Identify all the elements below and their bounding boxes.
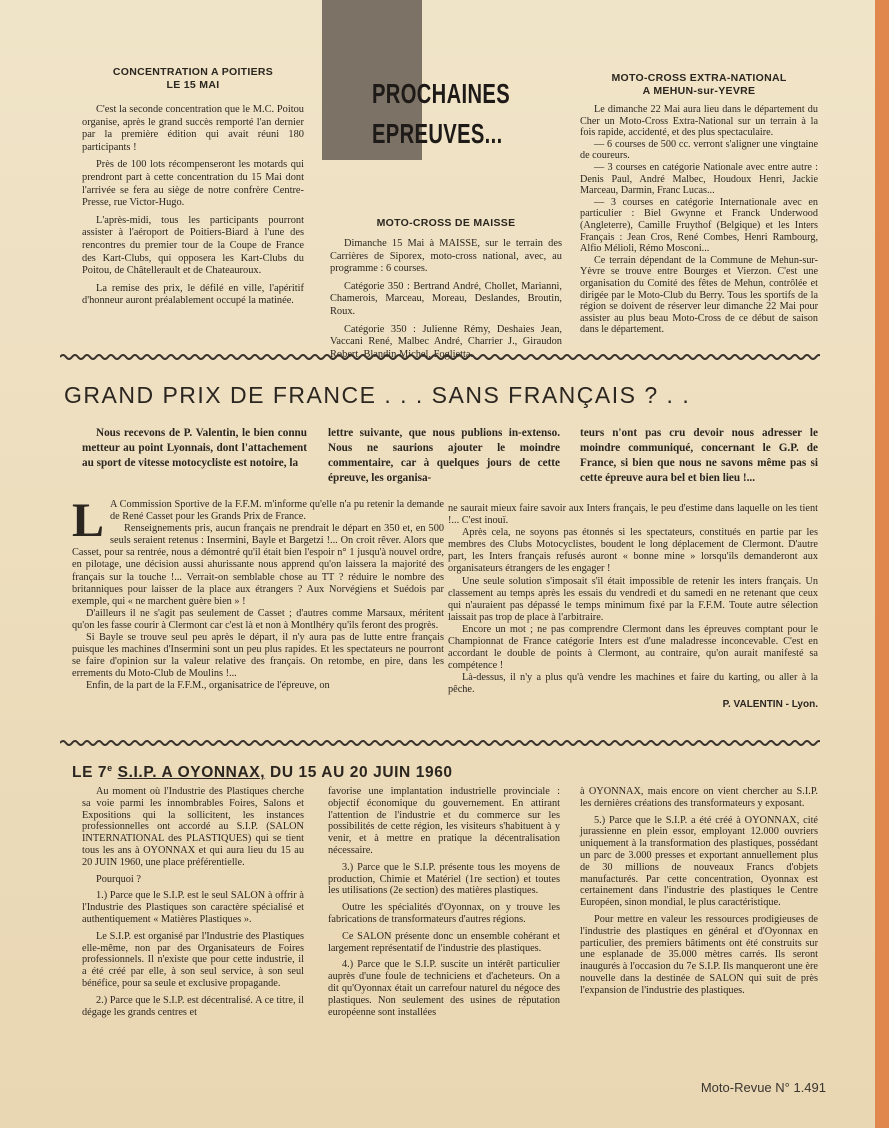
- sip-col1: [82, 786, 304, 1023]
- paragraph: Près de 100 lots récompenseront les motards qui prendront part à cette concentration du 15 Mai dont l'arrivée se fera au siège de notre confrère Centre-Presse, rue Victor-Hugo.: [82, 159, 304, 209]
- gp-intro-col1: Nous recevons de P. Valentin, le bien connu metteur au point Lyonnais, dont l'attachement au sport de vitesse motocycliste est notoire, la: [82, 427, 307, 469]
- paragraph: Ce SALON présente donc un ensemble cohérant et largement représentatif de l'industrie des plastiques.: [328, 930, 560, 954]
- paragraph: Catégorie 350 : Julienne Rémy, Deshaies Jean, Vaccani René, Malbec André, Charrier J., Giraudon Robert, Blandin Michel, Foglietta.: [330, 323, 562, 360]
- page-footer: Moto-Revue N° 1.491: [700, 1080, 826, 1095]
- article-title: MOTO-CROSS DE MAISSE: [376, 217, 516, 229]
- paragraph: D'ailleurs il ne s'agit pas seulement de Casset ; d'autres comme Marsaux, méritent qu'on les fasse courir à Clermont car c'est là et non à Montlhéry qu'ils feront des progrès.: [72, 607, 444, 631]
- paragraph: favorise une implantation industrielle provinciale : objectif économique du gouvernement. En attirant l'attention de l'industrie et du commerce sur les possibilités de cette région, les visiteurs s'habituent à y venir, et à mettre en pratique la décentralisation nécessaire.: [328, 786, 560, 856]
- article-poitiers: [82, 66, 304, 313]
- gp-body-right: [448, 503, 818, 711]
- paragraph: 2.) Parce que le S.I.P. est décentralisé. A ce titre, il dégage les grands centres et: [82, 994, 304, 1018]
- paragraph: 5.) Parce que le S.I.P. a été créé à OYONNAX, cité jurassienne en plein essor, employant 12.000 ouvriers uniquement à la transformation des plastiques, possédant un parc de 3.000 presses et exportant annuellement plus de 30 millions de nouveaux Francs d'objets manufacturés. Par cette concentration, Oyonnax est certainement dans l'industrie des plastiques le Centre Européen, sinon mondial, le plus caractéristique.: [580, 814, 818, 909]
- section-title: [372, 74, 510, 154]
- paragraph: Ce terrain dépendant de la Commune de Mehun-sur-Yèvre se trouve entre Bourges et Vierzon. C'est une organisation du Comité des fêtes de Mehun, contrôlée et dirigée par le Moto-Club du Berry. Tous les sportifs de la région se doivent de réserver leur dimanche 22 Mai pour assister au plus beau Moto-Cross de ce début de saison dans le département.: [580, 254, 818, 336]
- paragraph: 4.) Parce que le S.I.P. suscite un intérêt particulier auprès d'une foule de techniciens et d'acheteurs. On a dit qu'Oyonnax était un carrefour naturel du négoce des plastiques. Non seulement des usines de réputation européenne sont installées: [328, 959, 560, 1018]
- wavy-divider: [60, 352, 820, 362]
- gp-body-left: [72, 494, 444, 693]
- section-title-line2: EPREUVES...: [372, 118, 503, 149]
- paragraph: Là-dessus, il n'y a plus qu'à vendre les machines et faire du karting, ou aller à la pêche.: [448, 672, 818, 696]
- paragraph: Après cela, ne soyons pas étonnés si les spectateurs, constitués en partie par les membres des Clubs Motocyclistes, boudent le long déplacement de Clermont. D'autre part, les Inters français refusés auront « bonne mine » lorsqu'ils demanderont aux organisateurs étrangers de les engager !: [448, 527, 818, 575]
- sip-headline: LE 7e S.I.P. A OYONNAX, DU 15 AU 20 JUIN 1960: [72, 763, 453, 782]
- paragraph: A Commission Sportive de la F.F.M. m'informe qu'elle n'a pu retenir la demande de René Casset pour les Grands Prix de France.: [110, 499, 444, 523]
- paragraph: Encore un mot ; ne pas comprendre Clermont dans les épreuves comptant pour le Championnat de France catégorie Inters est d'une maladresse inconcevable. C'est en accordant le double de points à Clermont, au contraire, qu'on aurait manifesté sa compétence !: [448, 623, 818, 672]
- paragraph: Au moment où l'Industrie des Plastiques cherche sa voie parmi les innombrables Foires, Salons et Expositions qui la sollicitent, les instances professionnelles ont accordé au S.I.P. (SALON INTERNATIONAL des PLASTIQUES) qui se tient tous les ans à OYONNAX et qui aura lieu du 15 au 20 JUIN 1960, une place préférentielle.: [82, 786, 304, 868]
- paragraph: — 3 courses en catégorie Internationale avec en particulier : Biel Gwynne et Franck Underwood (Angleterre), Camille Fruythof (Belgique) et les Inters Français : Jean Cros, René Combes, Henri Rambourg, Alfio Mélioli, Rémo Mosconi...: [580, 196, 818, 255]
- sip-col3: [580, 786, 818, 1002]
- article-mehun: [580, 72, 818, 336]
- paragraph: — 3 courses en catégorie Nationale avec entre autre : Denis Paul, André Malbec, Houdoux Henri, Jackie Marceau, Darmin, Franc Lucas...: [580, 161, 818, 197]
- paragraph: Pour mettre en valeur les ressources prodigieuses de l'industrie des plastiques en général et d'Oyonnax en particulier, des premiers bâtiments ont été construits sur une esplanade de 35.000 mètres carrés. Ils seront inaugurés à l'occasion du 7e S.I.P. Ils manqueront une ère nouvelle dans la destinée de SALON qui suit de près l'expansion de l'industrie des plastiques.: [580, 913, 818, 996]
- paragraph: à OYONNAX, mais encore on vient chercher au S.I.P. les dernières créations des transformateurs y exposant.: [580, 786, 818, 809]
- page-edge: [875, 0, 889, 1128]
- paragraph: 1.) Parce que le S.I.P. est le seul SALON à offrir à l'Industrie des Plastiques son caractère spécialisé et authentiquement « Matières Plastiques ».: [82, 890, 304, 925]
- signature: P. VALENTIN - Lyon.: [722, 698, 818, 710]
- paragraph: Renseignements pris, aucun français ne prendrait le départ en 350 et, en 500 seuls seraient retenus : Insermini, Bayle et Bargetzi !... On croit rêver. Alors que Casset, pour sa rentrée, nous a démontré qu'il était bien l'espoir n° 1 jusqu'à nouvel ordre, en pilotage, une décision aussi ahurissante nous apprend qu'on laissera la majorité des français sur la touche !... Verrait-on semblable chose au TT ? réduire le nombre des britanniques pour laisser de la place aux étrangers ? Aux Norvégiens et Suédois par exemple, qui « ne marchent guère bien » !: [72, 523, 444, 607]
- paragraph: 3.) Parce que le S.I.P. présente tous les moyens de production, Chimie et Matériel (1re section) et toutes les utilisations (2e section) des matières plastiques.: [328, 861, 560, 897]
- gp-headline: GRAND PRIX DE FRANCE . . . SANS FRANÇAIS ? . .: [64, 382, 691, 408]
- article-maisse: [330, 217, 562, 366]
- section-title-line1: PROCHAINES: [372, 78, 511, 109]
- paragraph: ne saurait mieux faire savoir aux Inters français, le peu d'estime dans laquelle on les tient !... C'est inouï.: [448, 503, 818, 527]
- gp-intro-col3: teurs n'ont pas cru devoir nous adresser le moindre communiqué, concernant le G.P. de France, si bien que nous ne savons même pas si cette épreuve aura bel et bien lieu !...: [580, 427, 818, 484]
- paragraph: Le dimanche 22 Mai aura lieu dans le département du Cher un Moto-Cross Extra-National sur un terrain à la fois rapide, accidenté, et des plus spectaculaire.: [580, 104, 818, 139]
- dropcap: L: [72, 494, 105, 547]
- paragraph: Enfin, de la part de la F.F.M., organisatrice de l'épreuve, on: [86, 680, 330, 692]
- article-title: CONCENTRATION A POITIERS LE 15 MAI: [112, 66, 274, 91]
- article-title: MOTO-CROSS EXTRA-NATIONAL A MEHUN-sur-YEVRE: [611, 72, 787, 97]
- wavy-divider: [60, 738, 820, 748]
- paragraph: L'après-midi, tous les participants pourront assister à l'aéroport de Poitiers-Biard à l'une des rencontres du premier tour de la Coupe de France des Kart-Clubs, qui opposera les Kart-Clubs du Poitou, de Châtellerault et de Chateauroux.: [82, 214, 304, 277]
- sip-col2: [328, 786, 560, 1023]
- paragraph: Si Bayle se trouve seul peu après le départ, il n'y aura pas de lutte entre français puisque les machines d'Insermini sont un peu plus rapides. Et les spectateurs ne pourront se faire d'opinion sur la valeur relative des français. On retombe, en pire, dans les errements du Moto-Club de Moulins !...: [72, 632, 444, 680]
- gp-intro-col2: lettre suivante, que nous publions in-extenso. Nous ne saurions ajouter le moindre commentaire, car à quelques jours de cette épreuve, les organisa-: [328, 427, 560, 484]
- paragraph: Outre les spécialités d'Oyonnax, on y trouve les fabrications de transformateurs d'autres régions.: [328, 902, 560, 925]
- paragraph: Dimanche 15 Mai à MAISSE, sur le terrain des Carrières de Siporex, moto-cross national, avec, au programme : 6 courses.: [330, 238, 562, 275]
- paragraph: C'est la seconde concentration que le M.C. Poitou organise, après le grand succès remporté l'an dernier par la première édition qui avait réuni 180 participants !: [82, 104, 304, 153]
- paragraph: La remise des prix, le défilé en ville, l'apéritif d'honneur auront préalablement occupé la matinée.: [82, 282, 304, 307]
- paragraph: Catégorie 350 : Bertrand André, Chollet, Marianni, Chamerois, Marceau, Moreau, Deslandes, Broutin, Roux.: [330, 280, 562, 317]
- paragraph: Une seule solution s'imposait s'il était impossible de retenir les inters français. Un classement au temps après les essais du vendredi et du samedi en ne retenant que ceux qui n'auraient pas dépassé le temps minimum fixé par la F.F.M. Toute autre sélection laissait pas trop de place à l'arbitraire.: [448, 575, 818, 623]
- paragraph: Pourquoi ?: [96, 873, 141, 885]
- paragraph: Le S.I.P. est organisé par l'Industrie des Plastiques elle-même, non par des Organisateurs de Foires professionnels. Il n'existe que pour cette industrie, il a été créé par elle, à son seul service, à son seul bénéfice, pour sa seule et exclusive propagande.: [82, 930, 304, 989]
- paragraph: — 6 courses de 500 cc. verront s'aligner une vingtaine de coureurs.: [580, 138, 818, 162]
